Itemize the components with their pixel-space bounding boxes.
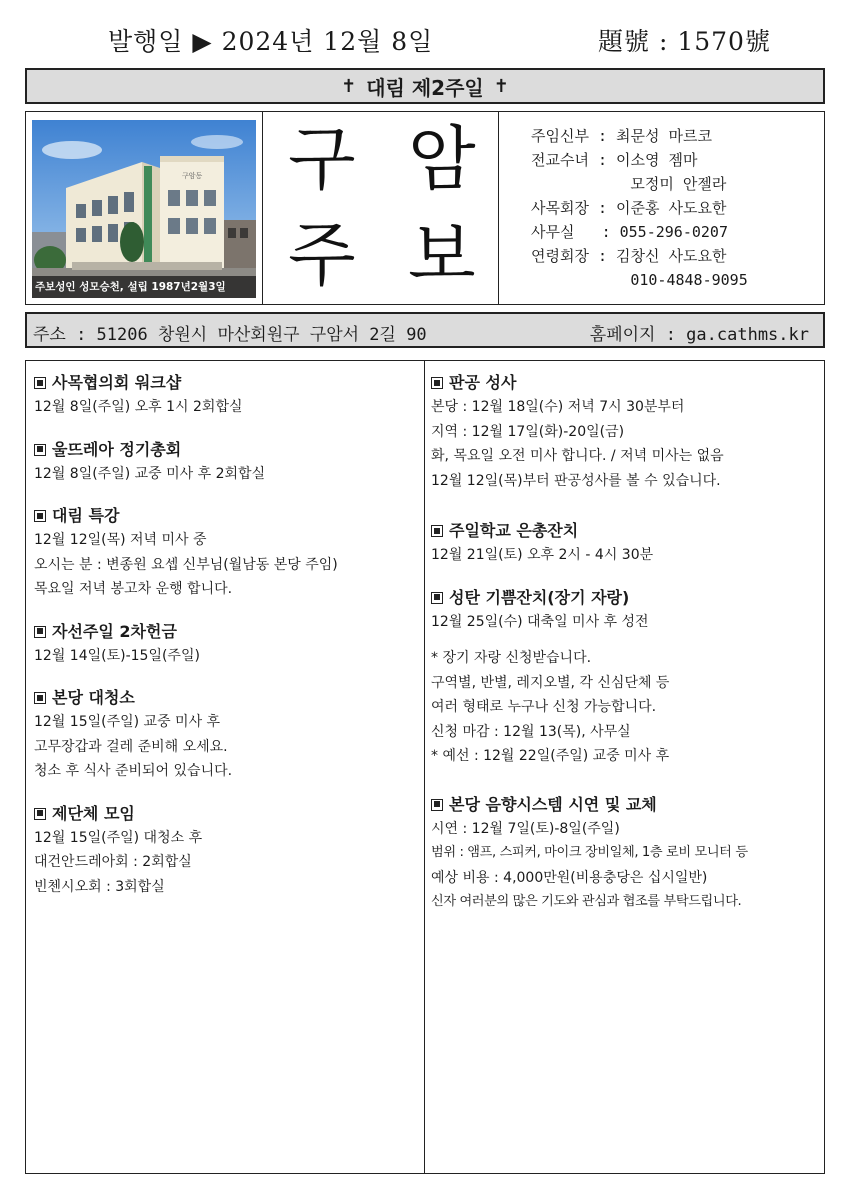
notices-area (25, 360, 825, 1174)
notice-title: 주일학교 은총잔치 (431, 519, 823, 543)
notice-line: 12월 14일(토)-15일(주일) (34, 647, 200, 664)
notice-title: 자선주일 2차헌금 (34, 620, 416, 644)
staff-row: 전교수녀 : 이소영 젬마 (531, 151, 698, 169)
notice-line: 범위 : 앰프, 스피커, 마이크 장비일체, 1층 로비 모니터 등 (431, 845, 748, 860)
masthead-divider (498, 112, 499, 304)
notice-title: 제단체 모임 (34, 802, 416, 826)
notice-line: 12월 15일(주일) 대청소 후 (34, 829, 203, 846)
notice-line: 12월 21일(토) 오후 2시 - 4시 30분 (431, 547, 654, 563)
notice-title: 성탄 기쁨잔치(장기 자랑) (431, 586, 823, 610)
bulletin-name-char: 구 (288, 118, 356, 200)
masthead (25, 111, 825, 305)
column-divider (424, 361, 425, 1173)
notice-title: 울뜨레아 정기총회 (34, 438, 416, 462)
notice-section (34, 504, 416, 602)
notice-section (34, 371, 416, 420)
bulletin-name-char: 보 (408, 214, 476, 296)
notice-line: 지역 : 12월 17일(화)-20일(금) (431, 423, 625, 440)
staff-row: 010-4848-9095 (531, 271, 748, 289)
right-column (431, 371, 823, 933)
notice-section (431, 519, 823, 568)
cross-icon: ✝ (493, 75, 509, 97)
notice-line: 신청 마감 : 12월 13(목), 사무실 (431, 723, 631, 740)
notice-line: 고무장갑과 걸레 준비해 오세요. (34, 738, 228, 755)
bulletin-name-char: 암 (408, 118, 476, 200)
square-bullet-icon (34, 444, 46, 456)
notice-section (431, 371, 823, 493)
address-bar (25, 312, 825, 348)
notice-section (431, 586, 823, 769)
square-bullet-icon (34, 626, 46, 638)
left-column (34, 371, 416, 917)
square-bullet-icon (431, 799, 443, 811)
homepage-link[interactable]: 홈페이지 : ga.cathms.kr (589, 325, 809, 345)
issue-number: 題號 : 1570號 (598, 27, 771, 56)
notice-line: 12월 12일(목)부터 판공성사를 볼 수 있습니다. (431, 472, 721, 489)
notice-line: 12월 8일(주일) 오후 1시 2회합실 (34, 399, 243, 415)
square-bullet-icon (34, 808, 46, 820)
staff-row: 사목회장 : 이준홍 사도요한 (531, 199, 727, 217)
staff-row: 연령회장 : 김창신 사도요한 (531, 247, 727, 265)
square-bullet-icon (34, 692, 46, 704)
notice-line: 청소 후 식사 준비되어 있습니다. (34, 763, 233, 779)
notice-line: 빈첸시오회 : 3회합실 (34, 878, 165, 895)
notice-line: 12월 15일(주일) 교중 미사 후 (34, 714, 221, 730)
notice-line: 구역별, 반별, 레지오별, 각 신심단체 등 (431, 674, 670, 691)
issue-line (0, 22, 848, 62)
notice-line: * 예선 : 12월 22일(주일) 교중 미사 후 (431, 748, 670, 764)
title-bar (25, 68, 825, 104)
notice-line: 목요일 저녁 봉고차 운행 합니다. (34, 581, 233, 597)
square-bullet-icon (34, 510, 46, 522)
notice-section (34, 802, 416, 900)
notice-line: 12월 12일(목) 저녁 미사 중 (34, 532, 207, 548)
square-bullet-icon (431, 592, 443, 604)
notice-line: 대건안드레아회 : 2회합실 (34, 854, 192, 870)
notice-line: * 장기 자랑 신청받습니다. (431, 650, 592, 666)
notice-section (34, 438, 416, 487)
church-photo (32, 120, 256, 298)
notice-section (34, 620, 416, 669)
notice-title: 사목협의회 워크샵 (34, 371, 416, 395)
church-address: 주소 : 51206 창원시 마산회원구 구암서 2길 90 (33, 325, 427, 345)
church-building-illustration (32, 120, 256, 298)
notice-line: 예상 비용 : 4,000만원(비용충당은 십시일반) (431, 869, 708, 886)
notice-section (431, 793, 823, 915)
notice-line: 오시는 분 : 변종원 요셉 신부님(월남동 본당 주임) (34, 556, 338, 573)
square-bullet-icon (34, 377, 46, 389)
staff-row: 주임신부 : 최문성 마르코 (531, 127, 713, 145)
notice-title: 대림 특강 (34, 504, 416, 528)
photo-caption: 주보성인 성모승천, 설립 1987년2월3일 (32, 276, 256, 298)
sunday-title: 대림 제2주일 (366, 75, 484, 100)
cross-icon: ✝ (341, 75, 357, 97)
notice-line: 화, 목요일 오전 미사 합니다. / 저녁 미사는 없음 (431, 448, 724, 464)
bulletin-name-char: 주 (288, 214, 356, 296)
notice-line: 12월 8일(주일) 교중 미사 후 2회합실 (34, 465, 266, 482)
staff-row: 사무실 : 055-296-0207 (531, 223, 728, 241)
notice-title: 판공 성사 (431, 371, 823, 395)
notice-line: 여러 형태로 누구나 신청 가능합니다. (431, 699, 657, 715)
notice-line: 신자 여러분의 많은 기도와 관심과 협조를 부탁드립니다. (431, 894, 742, 909)
staff-row: 모정미 안젤라 (531, 175, 727, 193)
notice-title: 본당 음향시스템 시연 및 교체 (431, 793, 823, 817)
masthead-divider (262, 112, 263, 304)
svg-text:구암동: 구암동 (182, 172, 203, 180)
notice-line: 시연 : 12월 7일(토)-8일(주일) (431, 820, 620, 837)
issue-date: 발행일 ▶ 2024년 12월 8일 (108, 27, 434, 56)
notice-line: 본당 : 12월 18일(수) 저녁 7시 30분부터 (431, 399, 685, 415)
staff-list (531, 124, 748, 292)
square-bullet-icon (431, 377, 443, 389)
notice-title: 본당 대청소 (34, 686, 416, 710)
notice-section (34, 686, 416, 784)
square-bullet-icon (431, 525, 443, 537)
notice-line: 12월 25일(수) 대축일 미사 후 성전 (431, 613, 649, 630)
